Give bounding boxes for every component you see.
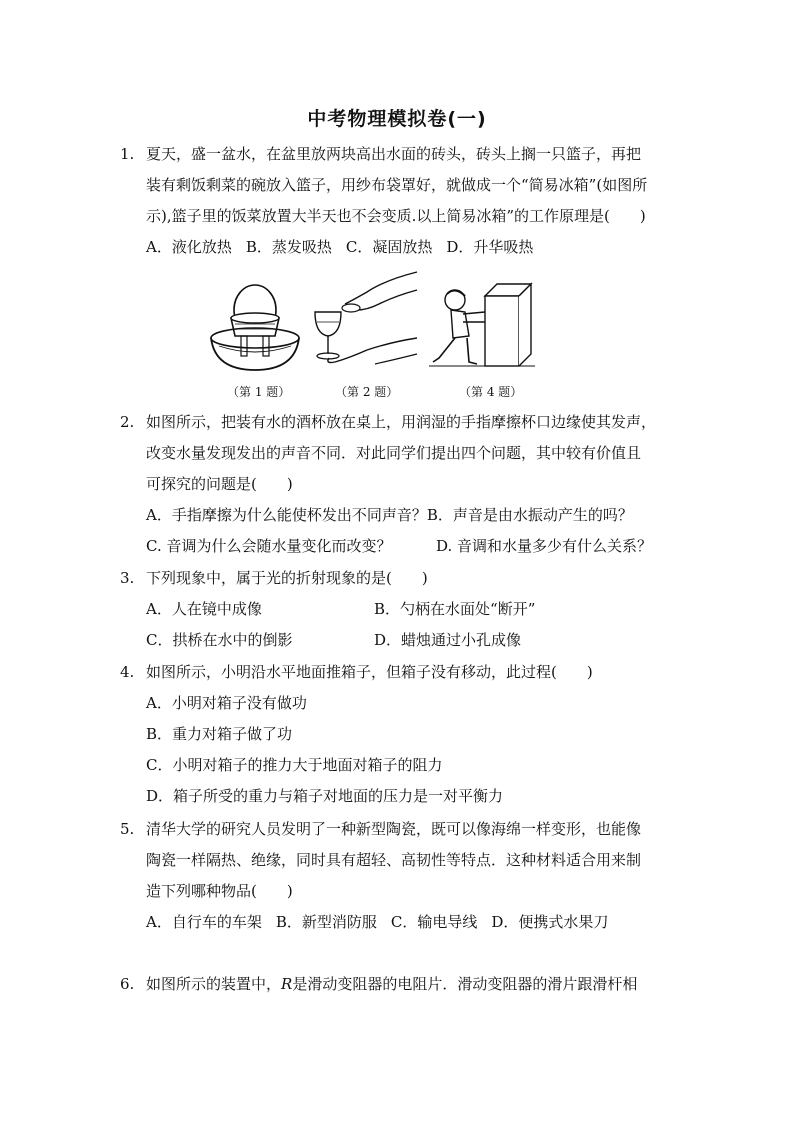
options-row — [120, 232, 680, 263]
options-row — [120, 594, 680, 625]
option-d: D．箱子所受的重力与箱子对地面的压力是一对平衡力 — [146, 787, 504, 805]
question-text: 是滑动变阻器的电阻片．滑动变阻器的滑片跟滑杆相 — [292, 975, 638, 993]
figure-row — [205, 266, 535, 406]
option-a: A．人在镜中成像 — [146, 600, 262, 618]
question-1 — [120, 139, 680, 263]
option-d: D．便携式水果刀 — [491, 913, 609, 931]
figure-push-box-icon — [425, 266, 540, 376]
option-b: B．新型消防服 — [275, 913, 377, 931]
question-3 — [120, 563, 680, 656]
option-a: A．手指摩擦为什么能使杯发出不同声音？ — [146, 506, 427, 524]
figure-wine-glass-icon — [305, 266, 420, 376]
question-4 — [120, 657, 680, 812]
page-title: 中考物理模拟卷(一) — [307, 108, 487, 130]
question-number: 1. — [120, 145, 135, 163]
question-text: 造下列哪种物品( ) — [146, 882, 293, 900]
question-number: 6. — [120, 975, 135, 993]
figure-caption-1: （第 1 题） — [227, 385, 291, 399]
option-c: C．小明对箱子的推力大于地面对箱子的阻力 — [146, 756, 443, 774]
figure-basin-icon — [205, 266, 305, 376]
option-b: B．蒸发吸热 — [245, 238, 332, 256]
options-row — [120, 500, 680, 531]
option-b: B．勺柄在水面处“断开” — [374, 600, 536, 618]
option-c: C．拱桥在水中的倒影 — [146, 631, 293, 649]
question-text: 陶瓷一样隔热、绝缘，同时具有超轻、高韧性等特点．这种材料适合用来制 — [146, 851, 642, 869]
question-text: 夏天，盛一盆水，在盆里放两块高出水面的砖头，砖头上搁一只篮子，再把 — [146, 145, 642, 163]
question-number: 2. — [120, 413, 135, 431]
option-c: C．输电导线 — [390, 913, 478, 931]
options-row — [120, 531, 680, 562]
option-c: C．凝固放热 — [345, 238, 433, 256]
option-a: A．小明对箱子没有做功 — [146, 694, 307, 712]
option-d: D．蜡烛通过小孔成像 — [374, 631, 522, 649]
question-6 — [120, 969, 680, 1000]
option-a: A．液化放热 — [146, 238, 232, 256]
option-a: A．自行车的车架 — [146, 913, 262, 931]
question-number: 5. — [120, 820, 135, 838]
options-row — [120, 625, 680, 656]
question-text: 改变水量发现发出的声音不同．对此同学们提出四个问题，其中较有价值且 — [146, 444, 642, 462]
question-text: 可探究的问题是( ) — [146, 475, 293, 493]
option-b: B．声音是由水振动产生的吗？ — [426, 506, 633, 524]
question-2 — [120, 407, 680, 562]
option-d: D．升华吸热 — [446, 238, 534, 256]
option-d: D. 音调和水量多少有什么关系？ — [436, 537, 653, 555]
figure-caption-2: （第 2 题） — [335, 385, 399, 399]
question-number: 4. — [120, 663, 135, 681]
question-text: 如图所示，小明沿水平地面推箱子，但箱子没有移动，此过程( ) — [146, 663, 593, 681]
question-text: 示),篮子里的饭菜放置大半天也不会变质.以上简易冰箱”的工作原理是( ) — [146, 207, 646, 225]
options-row — [120, 907, 680, 938]
figure-caption-4: （第 4 题） — [459, 385, 523, 399]
question-text: 如图所示，把装有水的酒杯放在桌上，用润湿的手指摩擦杯口边缘使其发声， — [146, 413, 657, 431]
question-text: 装有剩饭剩菜的碗放入篮子，用纱布袋罩好，就做成一个“简易冰箱”(如图所 — [146, 176, 648, 194]
option-b: B．重力对箱子做了功 — [146, 725, 293, 743]
option-c: C. 音调为什么会随水量变化而改变？ — [146, 537, 392, 555]
question-number: 3. — [120, 569, 135, 587]
question-text: 下列现象中，属于光的折射现象的是( ) — [146, 569, 428, 587]
question-text: 如图所示的装置中， — [146, 975, 282, 993]
question-5 — [120, 814, 680, 938]
variable-r: R — [281, 975, 293, 993]
question-text: 清华大学的研究人员发明了一种新型陶瓷，既可以像海绵一样变形，也能像 — [146, 820, 642, 838]
